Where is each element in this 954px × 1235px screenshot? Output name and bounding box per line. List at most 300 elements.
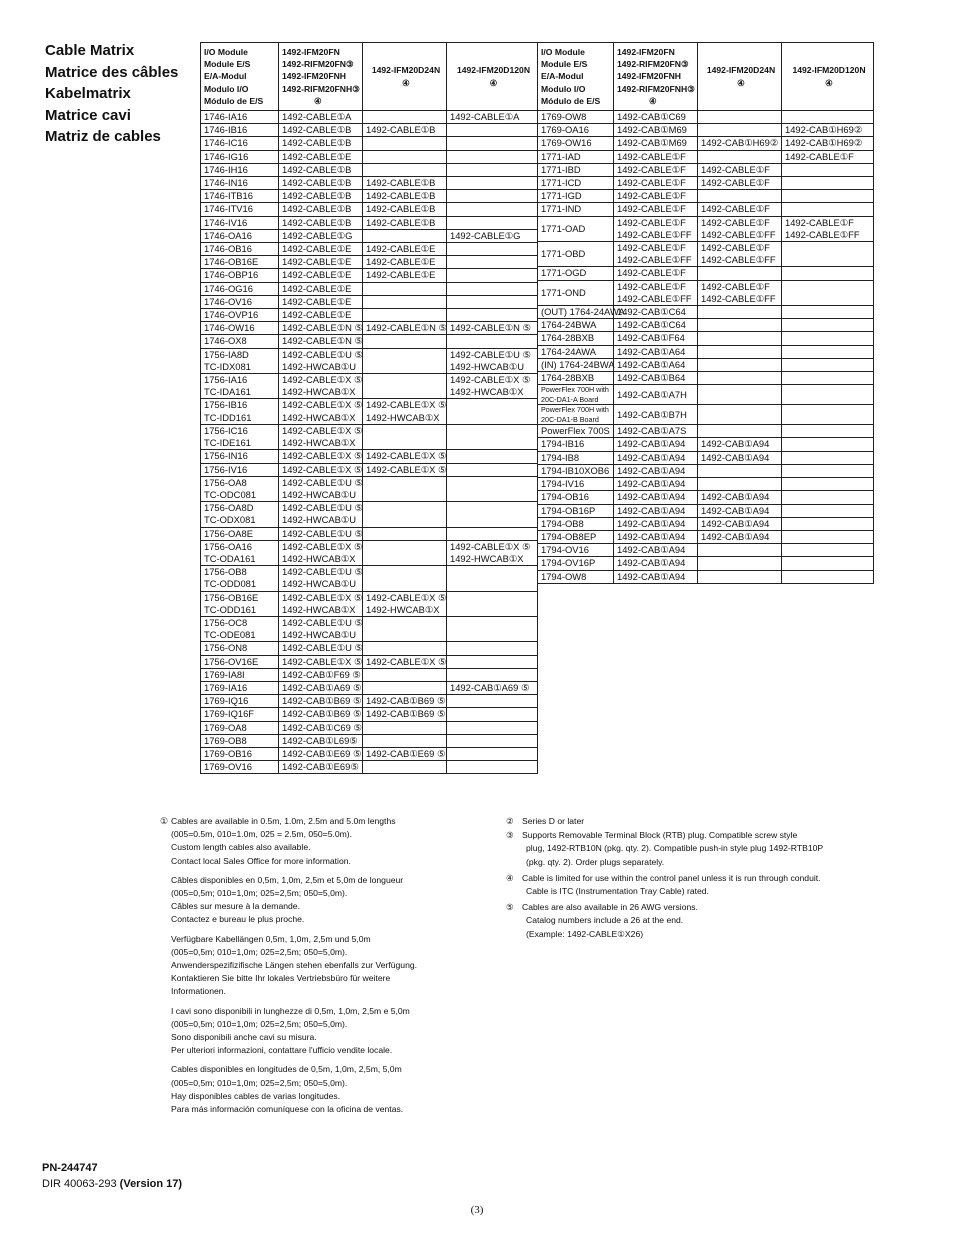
footnote-line: plug, 1492-RTB10N (pkg. qty. 2). Compatible push-in style plug 1492-RTB10P [526,843,824,854]
ifm20d120n-cable-cell [447,708,538,721]
footnote-line: Verfügbare Kabellängen 0,5m, 1,0m, 2,5m und 5,0m [171,933,371,944]
module-cell: 1764-28BXB [538,372,614,385]
title-fr: Matrice des câbles [45,63,179,81]
header-ifm20fn: 1492-IFM20FN 1492-RIFM20FN③ 1492-IFM20FNH 1492-RIFM20FNH③ ④ [279,43,363,111]
table-row [538,216,874,241]
ifm20fn-cable-cell: 1492-CAB①A94 [614,544,698,557]
footnote-line: Cable is limited for use within the control panel unless it is run through conduit. [522,872,821,883]
module-cell: 1769-OA16 [538,124,614,137]
ifm20fn-cable-cell: 1492-CAB①A94 [614,517,698,530]
table-row [201,399,538,424]
footnotes-left [171,815,491,1116]
module-cell: 1769-IQ16 [201,695,279,708]
ifm20fn-cable-cell: 1492-CABLE①B [279,137,363,150]
header-io-module: I/O Module Module E/S E/A-Modul Modulo I/O Módulo de E/S [538,43,614,111]
table-row [201,527,538,540]
ifm20d120n-cable-cell [447,734,538,747]
table-row [201,642,538,655]
ifm20d120n-cable-cell: 1492-CABLE①F [782,150,874,163]
module-cell: PowerFlex 700H with 20C-DA1-A Board [538,385,614,405]
footnote-line: Series D or later [522,816,585,826]
ifm20d24n-cable-cell [698,372,782,385]
footnote-line: Cables are also available in 26 AWG versions. [522,902,698,913]
ifm20d24n-cable-cell: 1492-CABLE①B [363,216,447,229]
footnote-line: Anwenderspezifizifische Längen stehen ebenfalls zur Verfügung. [171,960,418,971]
ifm20fn-cable-cell: 1492-CABLE①E [279,309,363,322]
ifm20d120n-cable-cell [447,309,538,322]
ifm20d120n-cable-cell [782,242,874,267]
title-en: Cable Matrix [45,42,135,59]
table-row [201,655,538,668]
ifm20d120n-cable-cell [447,668,538,681]
module-cell: 1771-IND [538,203,614,216]
ifm20d24n-cable-cell [363,309,447,322]
table-row [201,295,538,308]
footnote-item [506,901,926,941]
table-row [538,319,874,332]
ifm20d24n-cable-cell: 1492-CABLE①F [698,203,782,216]
table-row [538,280,874,305]
table-row [538,517,874,530]
module-cell: 1794-OB8 [538,517,614,530]
module-cell: PowerFlex 700H with 20C-DA1-B Board [538,405,614,425]
footnote-line: Kontaktieren Sie bitte Ihr lokales Vertriebsbüro für weitere [171,973,391,984]
ifm20fn-cable-cell: 1492-CABLE①U ⑤ 1492-HWCAB①U [279,502,363,527]
ifm20fn-cable-cell: 1492-CABLE①E [279,282,363,295]
ifm20d24n-cable-cell [363,616,447,641]
footnote-line: (005=0,5m; 010=1,0m; 025=2,5m; 050=5,0m). [171,1077,348,1088]
ifm20d24n-cable-cell: 1492-CABLE①F 1492-CABLE①FF [698,280,782,305]
ifm20d24n-cable-cell: 1492-CAB①A94 [698,517,782,530]
ifm20d120n-cable-cell [447,655,538,668]
ifm20fn-cable-cell: 1492-CABLE①B [279,190,363,203]
ifm20d120n-cable-cell [782,280,874,305]
ifm20d120n-cable-cell [782,570,874,583]
module-cell: 1746-OW16 [201,322,279,335]
footnote-line: Contact local Sales Office for more information. [171,855,351,866]
title-de: Kabelmatrix [45,85,131,103]
header-ifm20d24n: 1492-IFM20D24N ④ [698,43,782,111]
ifm20d24n-cable-cell: 1492-CABLE①X ⑤ [363,450,447,463]
table-row [201,190,538,203]
ifm20d120n-cable-cell [447,450,538,463]
ifm20fn-cable-cell: 1492-CABLE①F [614,203,698,216]
ifm20fn-cable-cell: 1492-CAB①A94 [614,504,698,517]
module-cell: 1771-IAD [538,150,614,163]
ifm20d24n-cable-cell [363,721,447,734]
footnote-mark: ⑤ [506,902,514,913]
ifm20d24n-cable-cell: 1492-CABLE①E [363,256,447,269]
ifm20d120n-cable-cell [447,642,538,655]
module-cell: 1756-OA8D TC-ODX081 [201,502,279,527]
ifm20d24n-cable-cell [363,424,447,449]
footnote-line: Per ulteriori informazioni, contattare l'ufficio vendite locale. [171,1045,393,1056]
footnote-line: Custom length cables also available. [171,842,311,853]
table-row [201,309,538,322]
ifm20fn-cable-cell: 1492-CAB①E69⑤ [279,761,363,774]
module-cell: 1756-IC16 TC-IDE161 [201,424,279,449]
ifm20d120n-cable-cell [782,372,874,385]
ifm20d24n-cable-cell [363,476,447,501]
ifm20fn-cable-cell: 1492-CABLE①A [279,111,363,124]
ifm20d120n-cable-cell [782,405,874,425]
ifm20fn-cable-cell: 1492-CAB①A94 [614,478,698,491]
ifm20d120n-cable-cell [782,190,874,203]
module-cell: 1794-IV16 [538,478,614,491]
module-cell: 1746-IG16 [201,150,279,163]
module-cell: 1746-OG16 [201,282,279,295]
table-row [201,616,538,641]
ifm20d24n-cable-cell [698,332,782,345]
ifm20d120n-cable-cell [447,163,538,176]
ifm20d120n-cable-cell [782,478,874,491]
table-row [538,137,874,150]
ifm20fn-cable-cell: 1492-CAB①A94 [614,557,698,570]
ifm20d24n-cable-cell: 1492-CABLE①F [698,163,782,176]
module-cell: 1771-IBD [538,163,614,176]
ifm20d120n-cable-cell [447,591,538,616]
header-ifm20d120n: 1492-IFM20D120N ④ [447,43,538,111]
footnote-item [506,872,926,898]
table-row [201,229,538,242]
table-header-row [201,43,538,111]
ifm20fn-cable-cell: 1492-CAB①C69 ⑤ [279,721,363,734]
ifm20d24n-cable-cell [363,374,447,399]
ifm20d24n-cable-cell [698,124,782,137]
ifm20fn-cable-cell: 1492-CAB①M69 [614,124,698,137]
module-cell: (OUT) 1764-24AWA [538,306,614,319]
header-ifm20fn: 1492-IFM20FN 1492-RIFM20FN③ 1492-IFM20FNH 1492-RIFM20FNH③ ④ [614,43,698,111]
ifm20fn-cable-cell: 1492-CABLE①B [279,177,363,190]
cable-matrix-right-table [537,42,874,584]
ifm20d120n-cable-cell [447,761,538,774]
module-cell: 1756-OV16E [201,655,279,668]
table-row [538,544,874,557]
table-row [201,566,538,591]
ifm20d24n-cable-cell [698,150,782,163]
ifm20d120n-cable-cell [447,269,538,282]
footnote-line: (005=0.5m, 010=1.0m, 025 = 2.5m, 050=5.0m). [171,829,353,840]
module-cell: 1746-IV16 [201,216,279,229]
module-cell: 1746-IC16 [201,137,279,150]
module-cell: 1746-OBP16 [201,269,279,282]
module-cell: 1771-OND [538,280,614,305]
module-cell: 1794-IB10XOB6 [538,464,614,477]
module-cell: 1746-IH16 [201,163,279,176]
footnote-mark: ④ [506,872,514,883]
footnote-line: Supports Removable Terminal Block (RTB) plug. Compatible screw style [522,830,798,841]
footnote-line: Câbles sur mesure à la demande. [171,901,300,912]
table-row [201,348,538,373]
ifm20d24n-cable-cell [363,111,447,124]
ifm20d120n-cable-cell [782,491,874,504]
module-cell: 1764-24AWA [538,345,614,358]
table-row [538,504,874,517]
ifm20d24n-cable-cell [363,761,447,774]
ifm20d24n-cable-cell: 1492-CAB①A94 [698,438,782,451]
footnote-line: Catalog numbers include a 26 at the end. [526,915,684,926]
table-row [201,721,538,734]
module-cell: 1746-OB16E [201,256,279,269]
ifm20d24n-cable-cell: 1492-CABLE①X ⑤ 1492-HWCAB①X [363,399,447,424]
ifm20fn-cable-cell: 1492-CAB①E69 ⑤ [279,747,363,760]
ifm20fn-cable-cell: 1492-CABLE①B [279,203,363,216]
ifm20fn-cable-cell: 1492-CAB①A94 [614,570,698,583]
module-cell: 1746-IA16 [201,111,279,124]
ifm20d120n-cable-cell [782,504,874,517]
table-row [538,438,874,451]
ifm20d120n-cable-cell [782,557,874,570]
ifm20d120n-cable-cell [447,137,538,150]
ifm20fn-cable-cell: 1492-CABLE①E [279,150,363,163]
ifm20d24n-cable-cell [363,229,447,242]
ifm20d24n-cable-cell [363,734,447,747]
module-cell: 1794-OW8 [538,570,614,583]
ifm20d120n-cable-cell [447,190,538,203]
ifm20d24n-cable-cell: 1492-CAB①A94 [698,451,782,464]
module-cell: 1756-OA16 TC-ODA161 [201,540,279,565]
table-row [201,243,538,256]
ifm20d120n-cable-cell [447,335,538,348]
footnote-line: Hay disponibles cables de varias longitudes. [171,1090,341,1101]
table-row [538,491,874,504]
table-row [538,150,874,163]
footnote-item [506,815,926,828]
ifm20fn-cable-cell: 1492-CAB①A69 ⑤ [279,681,363,694]
footnote-line: I cavi sono disponibili in lunghezze di 0,5m, 1,0m, 2,5m e 5,0m [171,1005,410,1016]
footnote-line: Cables are available in 0.5m, 1.0m, 2.5m and 5.0m lengths [171,816,396,826]
table-row [201,124,538,137]
ifm20d24n-cable-cell [698,385,782,405]
table-row [538,478,874,491]
ifm20fn-cable-cell: 1492-CABLE①F [614,190,698,203]
ifm20fn-cable-cell: 1492-CABLE①B [279,124,363,137]
table-row [201,256,538,269]
ifm20d24n-cable-cell: 1492-CABLE①E [363,243,447,256]
module-cell: 1771-IGD [538,190,614,203]
module-cell: 1746-IB16 [201,124,279,137]
ifm20d120n-cable-cell [447,216,538,229]
ifm20d120n-cable-cell [447,721,538,734]
ifm20fn-cable-cell: 1492-CAB①A94 [614,491,698,504]
ifm20fn-cable-cell: 1492-CAB①F69 ⑤ [279,668,363,681]
module-cell: 1769-OB16 [201,747,279,760]
ifm20d24n-cable-cell [698,358,782,371]
table-row [201,203,538,216]
ifm20d120n-cable-cell [782,438,874,451]
ifm20fn-cable-cell: 1492-CAB①A94 [614,438,698,451]
ifm20d24n-cable-cell [363,642,447,655]
ifm20d24n-cable-cell [363,566,447,591]
ifm20fn-cable-cell: 1492-CABLE①F [614,163,698,176]
module-cell: 1769-OB8 [201,734,279,747]
module-cell: (IN) 1764-24BWA [538,358,614,371]
ifm20d24n-cable-cell: 1492-CABLE①B [363,124,447,137]
ifm20fn-cable-cell: 1492-CAB①A64 [614,345,698,358]
module-cell: 1756-IV16 [201,463,279,476]
ifm20fn-cable-cell: 1492-CABLE①F 1492-CABLE①FF [614,280,698,305]
ifm20d120n-cable-cell [447,695,538,708]
ifm20d120n-cable-cell: 1492-CABLE①F 1492-CABLE①FF [782,216,874,241]
ifm20d24n-cable-cell [363,527,447,540]
ifm20d120n-cable-cell [447,203,538,216]
ifm20fn-cable-cell: 1492-CABLE①X ⑤ 1492-HWCAB①X [279,424,363,449]
ifm20d24n-cable-cell [363,540,447,565]
table-row [538,267,874,280]
table-row [538,111,874,124]
table-row [538,451,874,464]
ifm20fn-cable-cell: 1492-CAB①F64 [614,332,698,345]
ifm20d120n-cable-cell: 1492-CAB①A69 ⑤ [447,681,538,694]
ifm20fn-cable-cell: 1492-CABLE①U ⑤ [279,527,363,540]
module-cell: 1746-IN16 [201,177,279,190]
ifm20d120n-cable-cell [782,544,874,557]
footnote-line: Câbles disponibles en 0,5m, 1,0m, 2,5m et 5,0m de longueur [171,874,404,885]
ifm20fn-cable-cell: 1492-CABLE①X ⑤ [279,655,363,668]
module-cell: 1746-ITV16 [201,203,279,216]
ifm20d120n-cable-cell [447,124,538,137]
ifm20d120n-cable-cell [447,177,538,190]
footnote-mark: ③ [506,830,514,841]
module-cell: 1764-24BWA [538,319,614,332]
ifm20d120n-cable-cell [447,256,538,269]
footnote-line: (005=0,5m; 010=1,0m; 025=2,5m; 050=5,0m). [171,1018,348,1029]
ifm20d24n-cable-cell: 1492-CABLE①B [363,177,447,190]
table-row [201,374,538,399]
ifm20d120n-cable-cell [782,163,874,176]
footnote-item [506,829,926,869]
table-row [201,111,538,124]
ifm20fn-cable-cell: 1492-CAB①M69 [614,137,698,150]
ifm20d120n-cable-cell: 1492-CABLE①A [447,111,538,124]
table-row [201,322,538,335]
module-cell: 1746-OA16 [201,229,279,242]
ifm20fn-cable-cell: 1492-CAB①A7H [614,385,698,405]
module-cell: 1756-OA8 TC-ODC081 [201,476,279,501]
ifm20d24n-cable-cell [698,190,782,203]
module-cell: 1746-OB16 [201,243,279,256]
table-row [201,734,538,747]
module-cell: 1794-OV16 [538,544,614,557]
ifm20d120n-cable-cell [782,345,874,358]
ifm20d24n-cable-cell [698,544,782,557]
ifm20d24n-cable-cell [363,668,447,681]
ifm20fn-cable-cell: 1492-CAB①B7H [614,405,698,425]
ifm20d24n-cable-cell: 1492-CABLE①N ⑤ [363,322,447,335]
module-cell: 1756-OC8 TC-ODE081 [201,616,279,641]
module-cell: 1769-OA8 [201,721,279,734]
module-cell: 1794-OV16P [538,557,614,570]
module-cell: 1794-IB8 [538,451,614,464]
ifm20d120n-cable-cell [447,527,538,540]
ifm20d24n-cable-cell [698,478,782,491]
cable-matrix-left-table [200,42,538,774]
ifm20d120n-cable-cell [782,332,874,345]
table-row [538,358,874,371]
footnote-line: Contactez e bureau le plus proche. [171,914,305,925]
ifm20d24n-cable-cell [363,282,447,295]
ifm20d120n-cable-cell [782,319,874,332]
ifm20d24n-cable-cell [698,464,782,477]
footnote-mark: ② [506,816,514,826]
ifm20d120n-cable-cell [782,267,874,280]
module-cell: 1746-OVP16 [201,309,279,322]
ifm20fn-cable-cell: 1492-CABLE①E [279,269,363,282]
footnotes-right [506,815,926,944]
ifm20d24n-cable-cell [363,681,447,694]
ifm20fn-cable-cell: 1492-CABLE①F [614,177,698,190]
module-cell: 1771-OBD [538,242,614,267]
ifm20d24n-cable-cell: 1492-CABLE①B [363,190,447,203]
table-row [538,190,874,203]
module-cell: 1794-OB16P [538,504,614,517]
module-cell: 1756-IN16 [201,450,279,463]
ifm20fn-cable-cell: 1492-CABLE①X ⑤ 1492-HWCAB①X [279,399,363,424]
part-number: PN-244747 [42,1162,98,1174]
ifm20fn-cable-cell: 1492-CABLE①X ⑤ [279,463,363,476]
ifm20d24n-cable-cell: 1492-CABLE①E [363,269,447,282]
ifm20d24n-cable-cell [363,335,447,348]
table-row [201,747,538,760]
ifm20fn-cable-cell: 1492-CABLE①E [279,243,363,256]
ifm20d24n-cable-cell [698,557,782,570]
module-cell: 1769-IA8I [201,668,279,681]
ifm20fn-cable-cell: 1492-CABLE①U ⑤ 1492-HWCAB①U [279,566,363,591]
ifm20d120n-cable-cell [782,358,874,371]
ifm20d120n-cable-cell [782,530,874,543]
ifm20fn-cable-cell: 1492-CABLE①N ⑤ [279,335,363,348]
ifm20fn-cable-cell: 1492-CABLE①X ⑤ [279,450,363,463]
ifm20d120n-cable-cell [782,111,874,124]
ifm20d24n-cable-cell: 1492-CAB①A94 [698,530,782,543]
ifm20d24n-cable-cell [698,570,782,583]
ifm20fn-cable-cell: 1492-CAB①A94 [614,530,698,543]
ifm20fn-cable-cell: 1492-CABLE①X ⑤ 1492-HWCAB①X [279,540,363,565]
table-row [201,502,538,527]
title-block [45,40,195,148]
ifm20d120n-cable-cell [447,282,538,295]
ifm20d120n-cable-cell [447,747,538,760]
ifm20d120n-cable-cell [782,306,874,319]
table-row [201,761,538,774]
table-row [201,708,538,721]
table-row [201,424,538,449]
ifm20d120n-cable-cell [447,295,538,308]
ifm20d24n-cable-cell [363,502,447,527]
footnote-line: (005=0,5m; 010=1,0m; 025=2,5m; 050=5,0m). [171,888,348,899]
header-io-module: I/O Module Module E/S E/A-Modul Modulo I/O Módulo de E/S [201,43,279,111]
module-cell: 1769-OV16 [201,761,279,774]
ifm20d24n-cable-cell: 1492-CAB①B69 ⑤ [363,695,447,708]
ifm20fn-cable-cell: 1492-CABLE①X ⑤ 1492-HWCAB①X [279,374,363,399]
table-header-row [538,43,874,111]
ifm20d24n-cable-cell [363,295,447,308]
version-label: (Version 17) [119,1178,183,1190]
ifm20d24n-cable-cell [698,267,782,280]
footnote-line: (Example: 1492-CABLE①X26) [526,928,644,939]
table-row [201,681,538,694]
ifm20fn-cable-cell: 1492-CABLE①E [279,256,363,269]
ifm20d24n-cable-cell [363,137,447,150]
table-row [538,557,874,570]
ifm20fn-cable-cell: 1492-CAB①C64 [614,319,698,332]
table-row [538,425,874,438]
title-es: Matriz de cables [45,128,161,146]
ifm20d120n-cable-cell [447,476,538,501]
ifm20fn-cable-cell: 1492-CAB①C64 [614,306,698,319]
ifm20d120n-cable-cell: 1492-CABLE①U ⑤ 1492-HWCAB①U [447,348,538,373]
ifm20d24n-cable-cell [698,405,782,425]
